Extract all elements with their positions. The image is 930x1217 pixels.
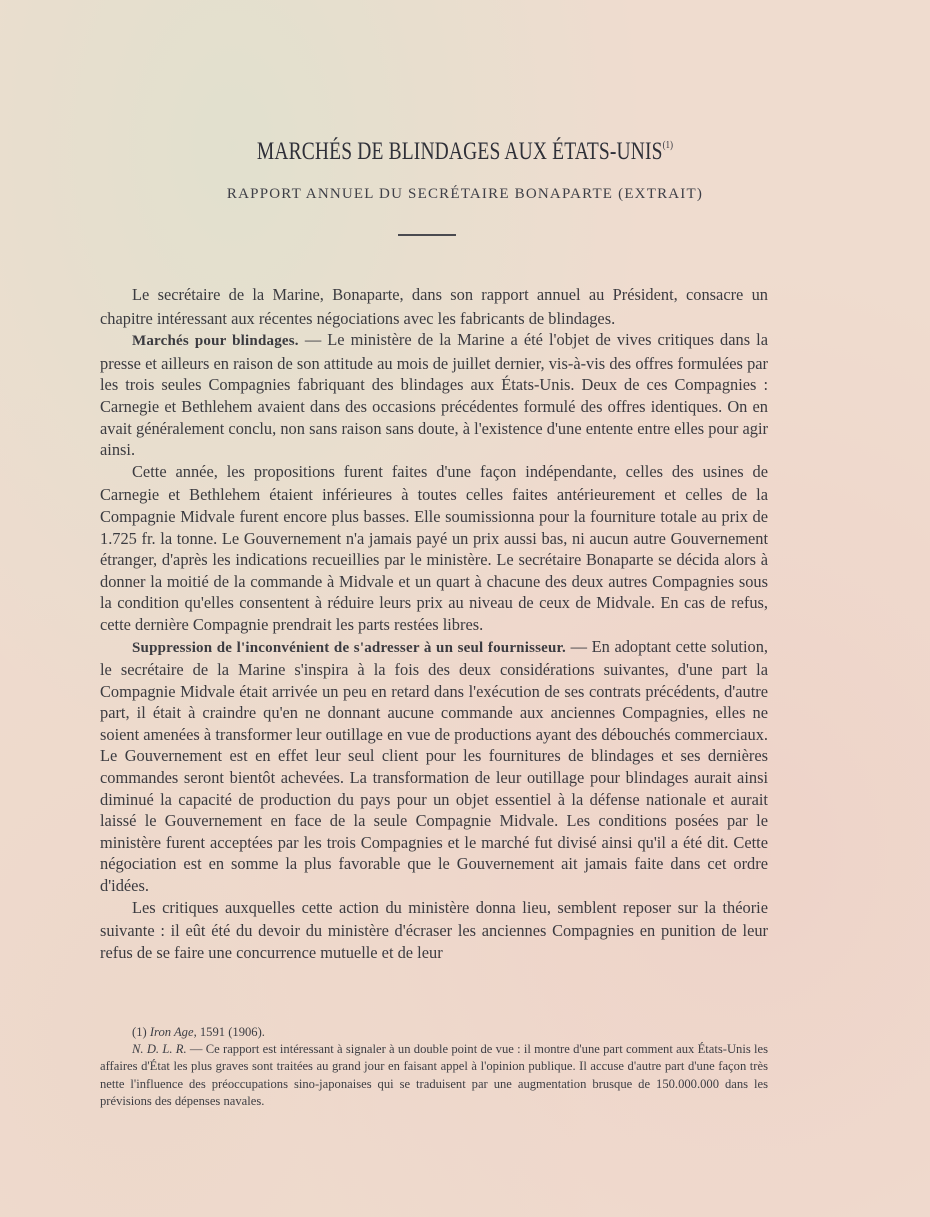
editor-note-marker: N. D. L. R. (132, 1042, 187, 1057)
footnote-number: (1) (132, 1025, 147, 1039)
footnotes (100, 1024, 768, 1110)
footnote-citation: , 1591 (1906). (193, 1025, 265, 1039)
paragraph-text: — En adoptant cette solution, le secrétaire de la Marine s'inspira à la fois des deux considérations suivantes, d'une part la Compagnie Midvale était arrivée un peu en retard dans l'exécution de ses contrats précédents, d'autre part, il était à craindre qu'en ne donnant aucune commande aux anciennes Compagnies, elles ne soient amenées à transformer leur outillage en vue de productions ayant des débouchés commerciaux. Le Gouvernement est en effet leur seul client pour les fournitures de blindages et ses dernières commandes seront bientôt achevées. La transformation de leur outillage pour blindages aurait ainsi diminué la capacité de production du pays pour un objet essentiel à la défense nationale et aurait laissé le Gouvernement en face de la seule Compagnie Midvale. Les conditions posées par le ministère furent acceptées par les trois Compagnies et le marché fut divisé ainsi qu'il a été dit. Cette négociation est en somme la plus favorable que le Gouvernement ait jamais faite dans cet ordre d'idées. (100, 636, 768, 896)
paragraph-text: Cette année, les propositions furent faites d'une façon indépendante, celles des usines de Carnegie et Bethlehem étaient inférieures à toutes celles faites antérieurement et celles de la Compagnie Midvale furent encore plus basses. Elle soumissionna pour la fourniture totale au prix de 1.725 fr. la tonne. Le Gouvernement n'a jamais payé un prix aussi bas, ni aucun autre Gouvernement étranger, d'après les indications recueillies par le ministère. Le secrétaire Bonaparte se décida alors à donner la moitié de la commande à Midvale et un quart à chacune des deux autres Compagnies sous la condition qu'elles consentent à réduire leurs prix au niveau de ceux de Midvale. En cas de refus, cette dernière Compagnie prendrait les parts restées libres. (100, 461, 768, 634)
paragraph-text: Le secrétaire de la Marine, Bonaparte, dans son rapport annuel au Président, consacre un chapitre intéressant aux récentes négociations avec les fabricants de blindages. (100, 285, 768, 328)
title-text: MARCHÉS DE BLINDAGES AUX ÉTATS-UNIS (256, 138, 663, 165)
footnote-editor-note (100, 1041, 768, 1110)
paragraph (100, 636, 768, 897)
paragraph (100, 461, 768, 636)
section-heading-suppression: Suppression de l'inconvénient de s'adresser à un seul fournisseur. (132, 639, 566, 656)
paragraph (100, 329, 768, 461)
paragraph (100, 897, 768, 964)
footnote-source: Iron Age (149, 1025, 194, 1039)
page-title (102, 138, 827, 166)
title-footnote-mark: (1) (662, 139, 674, 151)
page-subtitle: RAPPORT ANNUEL DU SECRÉTAIRE BONAPARTE (EXTRAIT) (226, 186, 704, 202)
paragraph-text: Les critiques auxquelles cette action du ministère donna lieu, semblent reposer sur la théorie suivante : il eût été du devoir du ministère d'écraser les anciennes Compagnies en punition de leur refus de se faire une concurrence mutuelle et de leur (100, 897, 768, 962)
article-body (100, 284, 768, 963)
section-heading-marches: Marchés pour blindages. (132, 333, 299, 350)
paragraph-text: — Le ministère de la Marine a été l'objet de vives critiques dans la presse et ailleurs en raison de son attitude au mois de juillet dernier, vis-à-vis des offres formulées par les trois seules Compagnies fabriquant des blindages aux États-Unis. Deux de ces Compagnies : Carnegie et Bethlehem avaient dans des occasions précédentes formulé des offres identiques. On en avait généralement conclu, non sans raison sans doute, à l'existence d'une entente entre elles pour agir ainsi. (100, 330, 768, 460)
editor-note-text: — Ce rapport est intéressant à signaler à un double point de vue : il montre d'une part comment aux États-Unis les affaires d'État les plus graves sont traitées au grand jour en faisant appel à l'opinion publique. Il accuse d'autre part d'une façon très nette l'influence des préoccupations sino-japonaises qui se traduisent par une augmentation brusque de 150.000.000 dans les prévisions des dépenses navales. (100, 1042, 768, 1108)
paragraph (100, 284, 768, 329)
footnote-1 (100, 1024, 768, 1041)
title-divider (398, 234, 456, 236)
